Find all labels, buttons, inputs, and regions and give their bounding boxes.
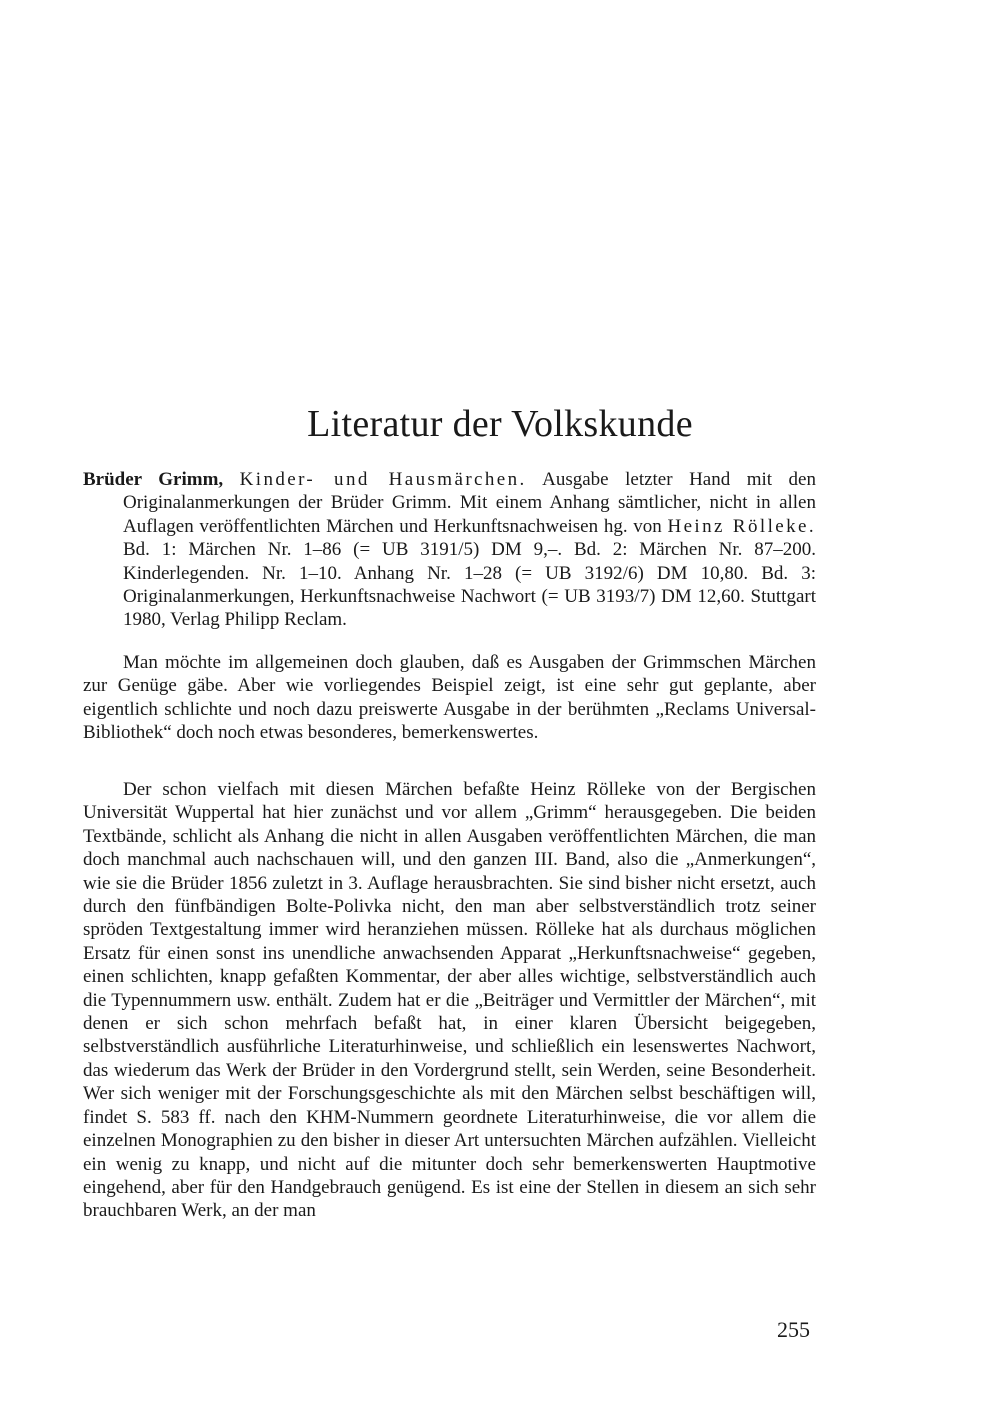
entry-author: Brüder Grimm, bbox=[83, 469, 224, 490]
entry-details-1: Ausgabe letzter Hand mit den Originalanmerkungen der Brüder Grimm. Mit einem Anhang sämtlicher, nicht in allen Auflagen veröffentlichten Märchen und Herkunftsnachweisen hg. von bbox=[123, 469, 816, 537]
entry-editor: Heinz Rölleke. bbox=[667, 515, 816, 537]
body-paragraph-1: Man möchte im allgemeinen doch glauben, daß es Ausgaben der Grimmschen Märchen zur Genüge gäbe. Aber wie vorliegendes Beispiel zeigt, ist eine sehr gut geplante, aber eigentlich schlichte und noch dazu preiswerte Ausgabe in der berühmten „Reclams Universal-Bibliothek“ doch noch etwas besonderes, bemerkenswertes. bbox=[83, 652, 816, 744]
section-title: Literatur der Volkskunde bbox=[307, 403, 693, 445]
body-paragraph-2: Der schon vielfach mit diesen Märchen befaßte Heinz Rölleke von der Bergischen Universität Wuppertal hat hier zunächst und vor allem „Grimm“ herausgegeben. Die beiden Textbände, schlicht als Anhang die nicht in allen Ausgaben veröffentlichten Märchen, die man doch manchmal auch nachschauen will, und den ganzen III. Band, also die „Anmerkungen“, wie sie die Brüder 1856 zuletzt in 3. Auflage herausbrachten. Sie sind bisher nicht ersetzt, auch durch den fünfbändigen Bolte-Polivka nicht, den man aber selbstverständlich trotz seiner spröden Textgestaltung immer wird heranziehen müssen. Rölleke hat als durchaus möglichen Ersatz für einen sonst ins unendliche anwachsenden Apparat „Herkunftsnachweise“ gegeben, einen schlichten, knapp gefaßten Kommentar, der aber alles wichtige, selbstverständlich auch die Typennummern usw. enthält. Zudem hat er die „Beiträger und Vermittler der Märchen“, mit denen er sich schon mehrfach befaßt hat, in einer klaren Übersicht beigegeben, selbstverständlich ausführliche Literaturhinweise, und schließlich ein lesenswertes Nachwort, das wiederum das Werk der Brüder in den Vordergrund stellt, sein Werden, seine Besonderheit. Wer sich weniger mit der Forschungsgeschichte als mit den Märchen selbst beschäftigen will, findet S. 583 ff. nach den KHM-Nummern geordnete Literaturhinweise, die vor allem die einzelnen Monographien zu den bisher in dieser Art untersuchten Märchen aufzählen. Vielleicht ein wenig zu knapp, und nicht auf die mitunter doch sehr bemerkenswerten Hauptmotive eingehend, aber für den Handgebrauch genügend. Es ist eine der Stellen in diesem an sich sehr brauchbaren Werk, an der man bbox=[83, 779, 816, 1222]
entry-text bbox=[83, 468, 816, 632]
page-number: 255 bbox=[777, 1317, 810, 1342]
entry-work-title: Kinder- und Hausmärchen. bbox=[239, 469, 527, 490]
bibliographic-entry bbox=[83, 468, 816, 632]
entry-details-2: Bd. 1: Märchen Nr. 1–86 (= UB 3191/5) DM 9,–. Bd. 2: Märchen Nr. 87–200. Kinderlegenden. Nr. 1–10. Anhang Nr. 1–28 (= UB 3192/6) DM 10,80. Bd. 3: Originalanmerkungen, Herkunftsnachweise Nachwort (= UB 3193/7) DM 12,60. Stuttgart 1980, Verlag Philipp Reclam. bbox=[123, 539, 816, 631]
